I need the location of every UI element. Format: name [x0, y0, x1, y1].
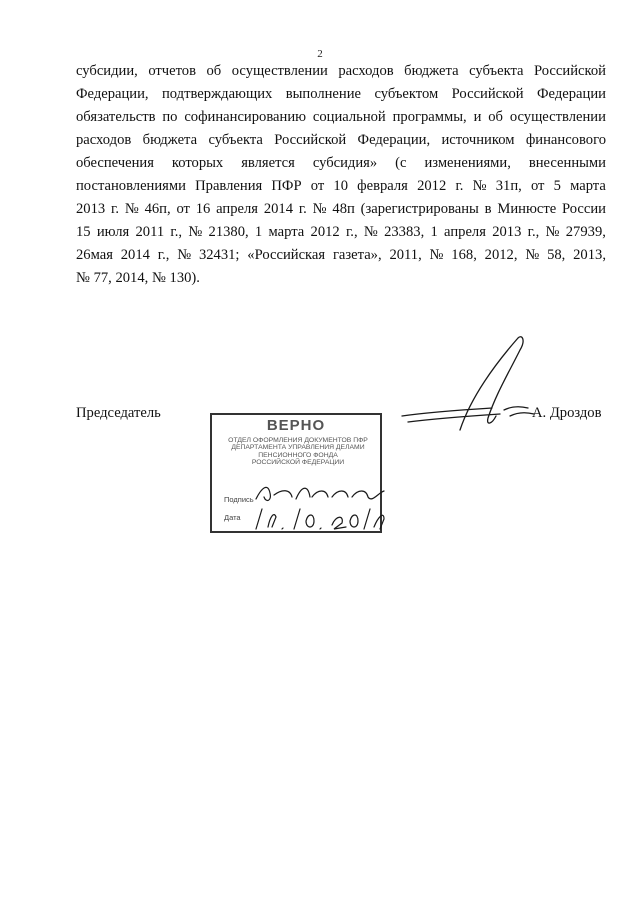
word: 2014 — [120, 247, 150, 263]
word: 21380, — [208, 224, 249, 240]
word: газета», — [332, 247, 382, 263]
word: обязательств — [76, 109, 156, 125]
word: № — [363, 224, 378, 240]
word: 2011, — [389, 247, 422, 263]
stamp-org-line: РОССИЙСКОЙ ФЕДЕРАЦИИ — [251, 459, 345, 467]
word: социальной — [312, 109, 386, 125]
word: г., — [170, 224, 183, 240]
word: Федерации, — [357, 132, 431, 148]
handwritten-signature — [400, 330, 540, 440]
word: 1 — [254, 224, 263, 240]
word: «Российская — [247, 247, 326, 263]
word: 2014 — [263, 201, 294, 217]
word: субсидия» — [312, 155, 378, 171]
stamp-organization — [216, 437, 380, 467]
stamp-org-line: ОТДЕЛ ОФОРМЛЕНИЯ ДОКУМЕНТОВ ПФР — [228, 437, 368, 444]
word: № — [124, 201, 139, 217]
word: 15 — [76, 224, 91, 240]
certification-stamp — [210, 413, 382, 533]
word: осуществлении — [231, 63, 328, 79]
body-text — [76, 60, 606, 290]
word: апреля — [444, 224, 486, 240]
word: которых — [171, 155, 224, 171]
signatory-title: Председатель — [76, 405, 161, 421]
word: марта — [268, 224, 305, 240]
word: об — [206, 63, 222, 79]
word: Федерации, — [76, 86, 149, 102]
word: г. — [298, 201, 307, 217]
word: является — [241, 155, 295, 171]
word: № — [429, 247, 444, 263]
word: февраля — [357, 178, 408, 194]
word: осуществлении — [509, 109, 606, 125]
text-line — [76, 60, 606, 83]
word: внесенными — [528, 155, 606, 171]
word: 46п, — [144, 201, 171, 217]
text-line — [76, 83, 606, 106]
word: 27939, — [565, 224, 606, 240]
text-line — [76, 129, 606, 152]
word: № — [177, 247, 192, 263]
word: 1 — [430, 224, 438, 240]
word: финансового — [525, 132, 606, 148]
word: № — [472, 178, 487, 194]
word: Правления — [195, 178, 263, 194]
text-line — [76, 106, 606, 129]
text-line — [76, 152, 606, 175]
word: об — [488, 109, 503, 125]
word: 2012 — [417, 178, 447, 194]
word: 2012, — [484, 247, 518, 263]
word: и — [473, 109, 482, 125]
word: г., — [527, 224, 540, 240]
word: № — [188, 224, 203, 240]
word: марта — [570, 178, 606, 194]
word: программы, — [392, 109, 467, 125]
word: № — [312, 201, 327, 217]
word: 2011 — [135, 224, 165, 240]
word: обеспечения — [76, 155, 154, 171]
stamp-signature-label: Подпись — [224, 495, 254, 504]
word: № — [545, 224, 560, 240]
text-line — [76, 175, 606, 198]
word: № — [525, 247, 540, 263]
word: Минюсте — [497, 201, 557, 217]
text-line — [76, 244, 606, 267]
word: г. — [111, 201, 119, 217]
word: в — [484, 201, 492, 217]
word: софинансированию — [184, 109, 307, 125]
stamp-org-line: ПЕНСИОННОГО ФОНДА — [258, 451, 338, 459]
word: от — [530, 178, 545, 194]
word: Федерации — [537, 86, 606, 102]
word: подтверждающих — [162, 86, 273, 102]
word: субъекта — [469, 63, 524, 79]
word: субъектом — [374, 86, 439, 102]
word: от — [310, 178, 325, 194]
text-line — [76, 198, 606, 221]
word: 2012 — [310, 224, 340, 240]
word: 5 — [553, 178, 561, 194]
word: постановлениями — [76, 178, 186, 194]
stamp-handwritten-date — [250, 503, 400, 533]
word: 32431; — [198, 247, 240, 263]
word: изменениями, — [424, 155, 511, 171]
word: 2013 — [492, 224, 522, 240]
text-line-content: № 77, 2014, № 130). — [76, 270, 200, 286]
word: 2013, — [573, 247, 606, 263]
word: апреля — [216, 201, 259, 217]
text-line — [76, 221, 606, 244]
word: г., — [157, 247, 170, 263]
word: России — [562, 201, 606, 217]
page-number: 2 — [317, 48, 323, 60]
word: 2013 — [76, 201, 106, 217]
stamp-heading: ВЕРНО — [266, 417, 326, 434]
word: выполнение — [285, 86, 362, 102]
word: субъекта — [208, 132, 263, 148]
word: 48п — [332, 201, 355, 217]
word: источником — [441, 132, 515, 148]
word: ПФР — [271, 178, 302, 194]
word: 26мая — [76, 247, 113, 263]
word: г., — [345, 224, 358, 240]
word: Российской — [451, 86, 524, 102]
word: бюджета — [142, 132, 198, 148]
word: Российской — [274, 132, 347, 148]
stamp-org-line: ДЕПАРТАМЕНТА УПРАВЛЕНИЯ ДЕЛАМИ — [231, 444, 365, 452]
word: по — [162, 109, 178, 125]
word: от — [176, 201, 190, 217]
word: отчетов — [148, 63, 196, 79]
word: (с — [395, 155, 407, 171]
word: расходов — [76, 132, 132, 148]
word: 58, — [547, 247, 566, 263]
word: 31п, — [495, 178, 522, 194]
word: 10 — [333, 178, 348, 194]
word: 168, — [451, 247, 477, 263]
text-line — [76, 267, 606, 290]
word: расходов — [338, 63, 394, 79]
word: субсидии, — [76, 63, 138, 79]
signatory-name: А. Дроздов — [532, 405, 602, 421]
word: бюджета — [404, 63, 459, 79]
word: июля — [96, 224, 130, 240]
word: 16 — [195, 201, 211, 217]
word: г. — [455, 178, 464, 194]
word: Российской — [534, 63, 606, 79]
word: 23383, — [384, 224, 425, 240]
stamp-date-label: Дата — [224, 513, 241, 522]
word: (зарегистрированы — [360, 201, 479, 217]
